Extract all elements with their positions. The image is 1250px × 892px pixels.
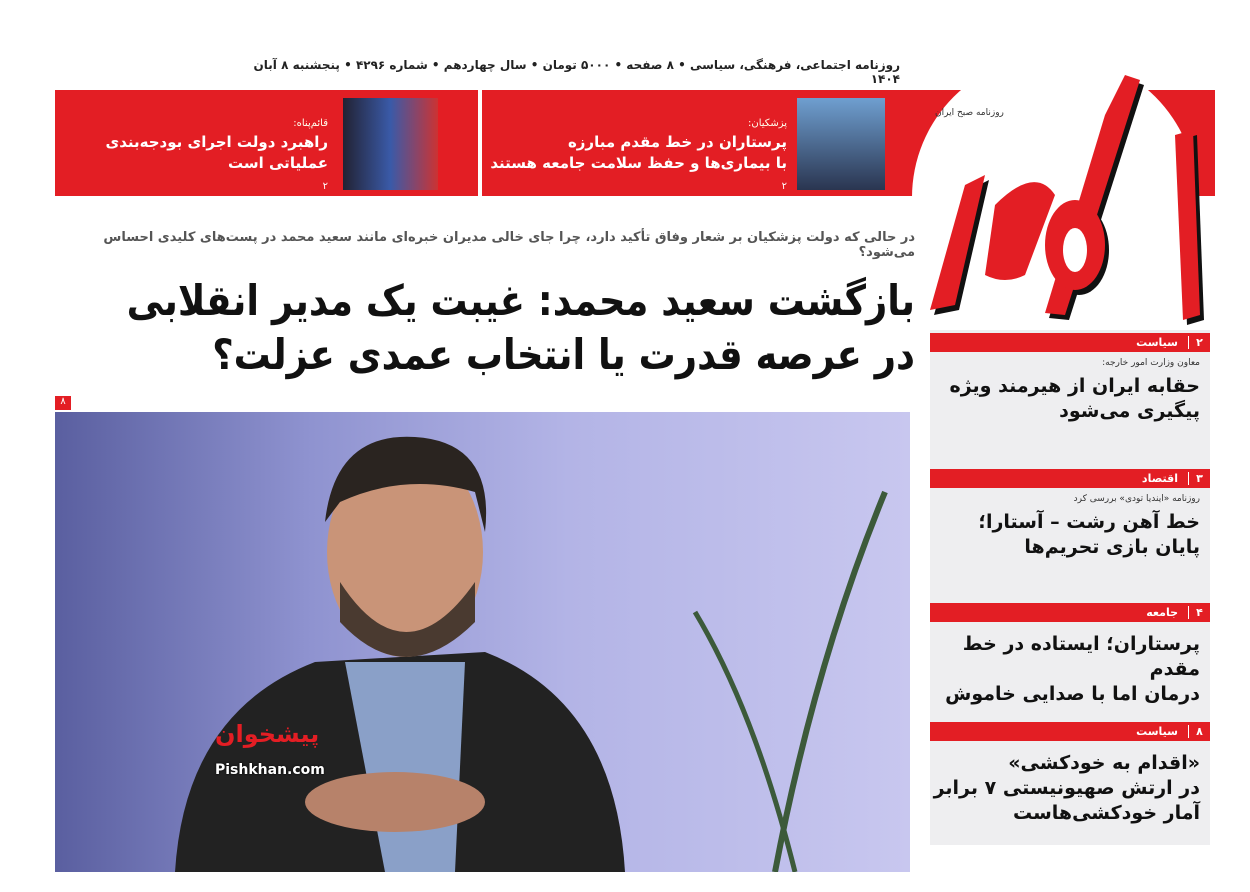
main-photo	[55, 412, 910, 872]
item-title: خط آهن رشت – آستارا؛ پایان بازی تحریم‌ها	[978, 511, 1200, 558]
teaser-photo	[797, 98, 885, 190]
item-kicker: معاون وزارت امور خارجه:	[1102, 358, 1200, 368]
teaser-title: راهبرد دولت اجرای بودجه‌بندی عملیاتی است	[105, 133, 328, 172]
watermark-url: Pishkhan.com	[215, 762, 325, 778]
teaser-ghaempanah[interactable]	[55, 90, 478, 196]
section-label: سیاست	[1136, 336, 1178, 349]
sidebar-item-economy[interactable]	[930, 469, 1210, 560]
main-headline-line-1: بازگشت سعید محمد: غیبت یک مدیر انقلابی	[126, 276, 915, 325]
main-subhead: در حالی که دولت پزشکیان بر شعار وفاق تأکید دارد، چرا جای خالی مدیران خبره‌ای مانند سعید محمد در پست‌های کلیدی احساس می‌شود؟	[103, 230, 915, 260]
teaser-photo	[343, 98, 438, 190]
page-number: ۳	[1188, 472, 1210, 485]
teaser-pezeshkian[interactable]	[478, 90, 905, 196]
main-page-tag: ۸	[55, 396, 71, 410]
page-number: ۸	[1188, 725, 1210, 738]
page-number: ۲	[1188, 336, 1210, 349]
item-title: حقابه ایران از هیرمند ویژه پیگیری می‌شود	[949, 375, 1200, 422]
teaser-page: ۲	[781, 181, 787, 192]
teaser-kicker: پزشکیان:	[748, 118, 787, 129]
main-headline-line-2: در عرصه قدرت یا انتخاب عمدی عزلت؟	[212, 330, 915, 379]
item-title: «اقدام به خودکشی» در ارتش صهیونیستی ۷ برابر آمار خودکشی‌هاست	[933, 752, 1200, 824]
section-label: جامعه	[1146, 606, 1178, 619]
teaser-page: ۲	[322, 181, 328, 192]
item-title: پرستاران؛ ایستاده در خط مقدم درمان اما با صدایی خاموش	[945, 633, 1200, 705]
teaser-kicker: قائم‌پناه:	[293, 118, 328, 129]
sidebar-item-politics[interactable]	[930, 333, 1210, 424]
section-label: اقتصاد	[1141, 472, 1178, 485]
main-headline[interactable]	[126, 274, 915, 382]
page-number: ۴	[1188, 606, 1210, 619]
item-kicker: روزنامه «ایندیا تودی» بررسی کرد	[1073, 494, 1200, 504]
logo-subtitle: روزنامه صبح ایران	[935, 108, 1004, 118]
teaser-title: پرستاران در خط مقدم مبارزه با بیماری‌ها و حفظ سلامت جامعه هستند	[490, 133, 787, 172]
portrait-illustration	[55, 412, 910, 872]
dateline: روزنامه اجتماعی، فرهنگی، سیاسی • ۸ صفحه • ۵۰۰۰ تومان • سال چهاردهم • شماره ۴۲۹۶ • پنجشنبه ۸ آبان ۱۴۰۴	[253, 58, 900, 86]
watermark-logo: پیشخوان	[215, 720, 320, 748]
section-label: سیاست	[1136, 725, 1178, 738]
sidebar-item-politics-2[interactable]	[930, 722, 1210, 826]
sidebar-item-society[interactable]	[930, 603, 1210, 707]
